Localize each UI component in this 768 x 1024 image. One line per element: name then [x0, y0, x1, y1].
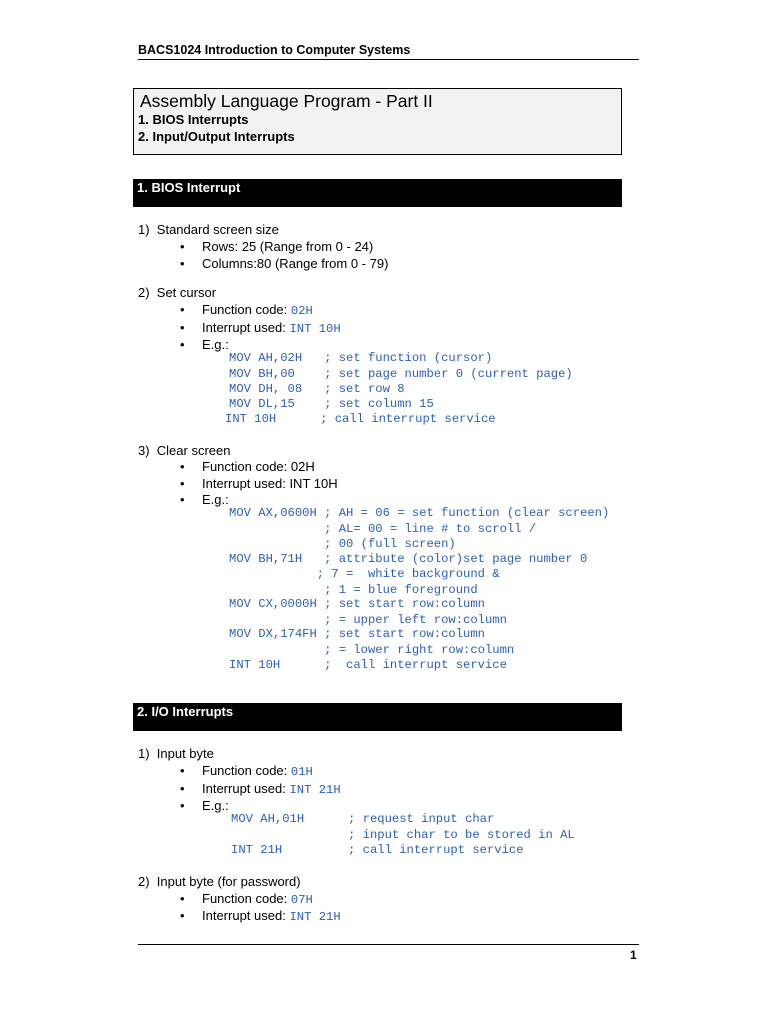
- list-item: • Interrupt used: INT 21H: [202, 781, 341, 797]
- code-line: MOV DH, 08 ; set row 8: [229, 382, 405, 396]
- list-item: • Function code: 02H: [202, 302, 313, 318]
- toc-item: 1. BIOS Interrupts: [138, 112, 249, 127]
- code-line: ; 00 (full screen): [229, 537, 456, 551]
- section-label: 1. BIOS Interrupt: [137, 180, 241, 195]
- list-item: • Columns:80 (Range from 0 - 79): [202, 256, 388, 271]
- footer-divider: [138, 944, 639, 945]
- item-heading: 3) Clear screen: [138, 443, 231, 458]
- section-header-bios: [133, 179, 622, 207]
- item-heading: 1) Standard screen size: [138, 222, 279, 237]
- code-line: MOV AH,02H ; set function (cursor): [229, 351, 493, 365]
- toc-item: 2. Input/Output Interrupts: [138, 129, 295, 144]
- list-item: • Function code: 07H: [202, 891, 313, 907]
- code-value: 01H: [290, 765, 313, 779]
- list-item: • Function code: 01H: [202, 763, 313, 779]
- code-line: MOV DX,174FH ; set start row:column: [229, 627, 485, 641]
- list-item: • Function code: 02H: [202, 459, 315, 474]
- code-line: MOV AX,0600H ; AH = 06 = set function (clear screen): [229, 506, 610, 520]
- list-item: • Interrupt used: INT 10H: [202, 476, 338, 491]
- code-line: MOV DL,15 ; set column 15: [229, 397, 434, 411]
- list-item: • E.g.:: [202, 337, 229, 352]
- code-line: ; = upper left row:column: [229, 613, 507, 627]
- code-line: MOV BH,00 ; set page number 0 (current page): [229, 367, 573, 381]
- code-line: ; input char to be stored in AL: [231, 828, 575, 842]
- list-item: • Rows: 25 (Range from 0 - 24): [202, 239, 373, 254]
- header-divider: [138, 59, 639, 60]
- code-line: ; = lower right row:column: [229, 643, 515, 657]
- item-heading: 2) Input byte (for password): [138, 874, 301, 889]
- document-title: Assembly Language Program - Part II: [140, 91, 433, 111]
- title-box: [133, 88, 622, 155]
- list-item: • E.g.:: [202, 492, 229, 507]
- code-value: 07H: [290, 893, 313, 907]
- code-line: INT 21H ; call interrupt service: [231, 843, 524, 857]
- code-value: 02H: [290, 304, 313, 318]
- course-header: BACS1024 Introduction to Computer Systems: [138, 43, 411, 57]
- page-number: 1: [630, 948, 637, 962]
- list-item: • Interrupt used: INT 10H: [202, 320, 341, 336]
- code-value: INT 21H: [289, 910, 341, 924]
- item-heading: 1) Input byte: [138, 746, 214, 761]
- code-line: MOV AH,01H ; request input char: [231, 812, 495, 826]
- code-value: INT 21H: [289, 783, 341, 797]
- list-item: • Interrupt used: INT 21H: [202, 908, 341, 924]
- section-label: 2. I/O Interrupts: [137, 704, 234, 719]
- code-line: ; 1 = blue foreground: [229, 583, 478, 597]
- code-line: INT 10H ; call interrupt service: [229, 658, 507, 672]
- list-item: • E.g.:: [202, 798, 229, 813]
- code-line: MOV CX,0000H ; set start row:column: [229, 597, 485, 611]
- code-line: INT 10H ; call interrupt service: [225, 412, 496, 426]
- item-heading: 2) Set cursor: [138, 285, 217, 300]
- code-line: MOV BH,71H ; attribute (color)set page number 0: [229, 552, 588, 566]
- code-line: ; 7 = white background &: [229, 567, 500, 581]
- section-header-io: [133, 703, 622, 731]
- code-value: INT 10H: [289, 322, 341, 336]
- code-line: ; AL= 00 = line # to scroll /: [229, 522, 537, 536]
